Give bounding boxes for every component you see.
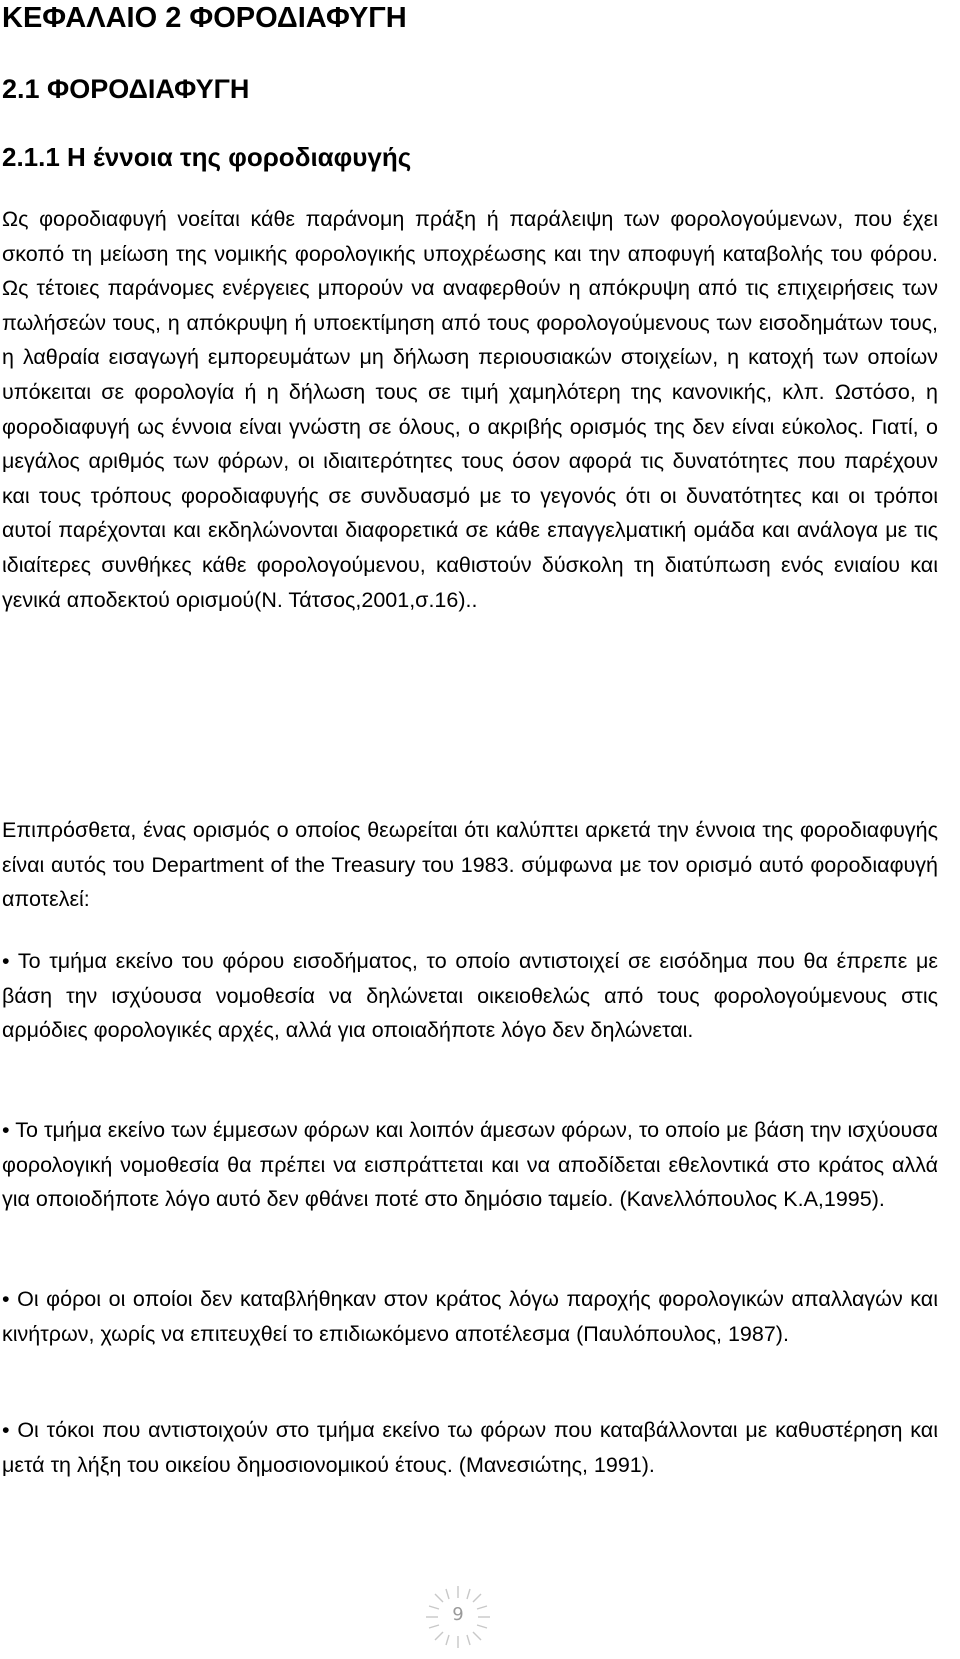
section-title: 2.1 ΦΟΡΟΔΙΑΦΥΓΗ (2, 74, 250, 104)
bullet-item-4: • Οι τόκοι που αντιστοιχούν στο τμήμα εκείνο τω φόρων που καταβάλλονται με καθυστέρηση και μετά τη λήξη του οικείου δημοσιονομικού έτους. (Μανεσιώτης, 1991). (2, 1418, 938, 1477)
body-paragraph-2: Επιπρόσθετα, ένας ορισμός ο οποίος θεωρείται ότι καλύπτει αρκετά την έννοια της φοροδιαφυγής είναι αυτός του Department of the Treasury του 1983. σύμφωνα με τον ορισμό αυτό φοροδιαφυγή αποτελεί: (2, 818, 938, 912)
page-number-badge (418, 1580, 498, 1654)
bullet-item-2: • Το τμήμα εκείνο των έμμεσων φόρων και λοιπόν άμεσων φόρων, το οποίο με βάση την ισχύουσα φορολογική νομοθεσία θα πρέπει να εισπράττεται και να αποδίδεται εθελοντικά στο κράτος αλλά για οποιοδήποτε λόγο αυτό δεν φθάνει ποτέ στο δημόσιο ταμείο. (Κανελλόπουλος Κ.Α,1995). (2, 1118, 938, 1212)
subsection-title: 2.1.1 Η έννοια της φοροδιαφυγής (2, 142, 412, 172)
bullet-item-3: • Οι φόροι οι οποίοι δεν καταβλήθηκαν στον κράτος λόγω παροχής φορολογικών απαλλαγών και κινήτρων, χωρίς να επιτευχθεί το επιδιωκόμενο αποτέλεσμα (Παυλόπουλος, 1987). (2, 1287, 938, 1346)
body-paragraph-1: Ως φοροδιαφυγή νοείται κάθε παράνομη πράξη ή παράλειψη των φορολογούμενων, που έχει σκοπό τη μείωση της νομικής φορολογικής υποχρέωσης και την αποφυγή καταβολής του φόρου. Ως τέτοιες παράνομες ενέργειες μπορούν να αναφερθούν η απόκρυψη από τις επιχειρήσεις των πωλήσεών τους, η απόκρυψη ή υποεκτίμηση από τους φορολογούμενους των εισοδημάτων τους, η λαθραία εισαγωγή εμπορευμάτων μη δήλωση περιουσιακών στοιχείων, η κατοχή των οποίων υπόκειται σε φορολογία ή η δήλωση τους σε τιμή χαμηλότερη της κανονικής, κλπ. Ωστόσο, η φοροδιαφυγή ως έννοια είναι γνώστη σε όλους, ο ακριβής ορισμός της δεν είναι εύκολος. Γιατί, ο μεγάλος αριθμός των φόρων, οι ιδιαιτερότητες τους όσον αφορά τις δυνατότητες που παρέχουν και τους τρόπους φοροδιαφυγής σε συνδυασμό με το γεγονός ότι οι δυνατότητες και οι τρόποι αυτοί παρέχονται και εκδηλώνονται διαφορετικά σε κάθε επαγγελματική ομάδα και ανάλογα με τις ιδιαίτερες συνθήκες κάθε φορολογούμενου, καθιστούν δύσκολη τη διατύπωση ενός ενιαίου και γενικά αποδεκτού ορισμού(Ν. Τάτσος,2001,σ.16).. (2, 207, 938, 612)
bullet-item-1: • Το τμήμα εκείνο του φόρου εισοδήματος, το οποίο αντιστοιχεί σε εισόδημα που θα έπρεπε με βάση την ισχύουσα νομοθεσία να δηλώνεται οικειοθελώς από τους φορολογούμενους στις αρμόδιες φορολογικές αρχές, αλλά για οποιαδήποτε λόγο δεν δηλώνεται. (2, 949, 938, 1043)
chapter-title: ΚΕΦΑΛΑΙΟ 2 ΦΟΡΟΔΙΑΦΥΓΗ (2, 2, 407, 34)
page-number: 9 (452, 1604, 464, 1625)
